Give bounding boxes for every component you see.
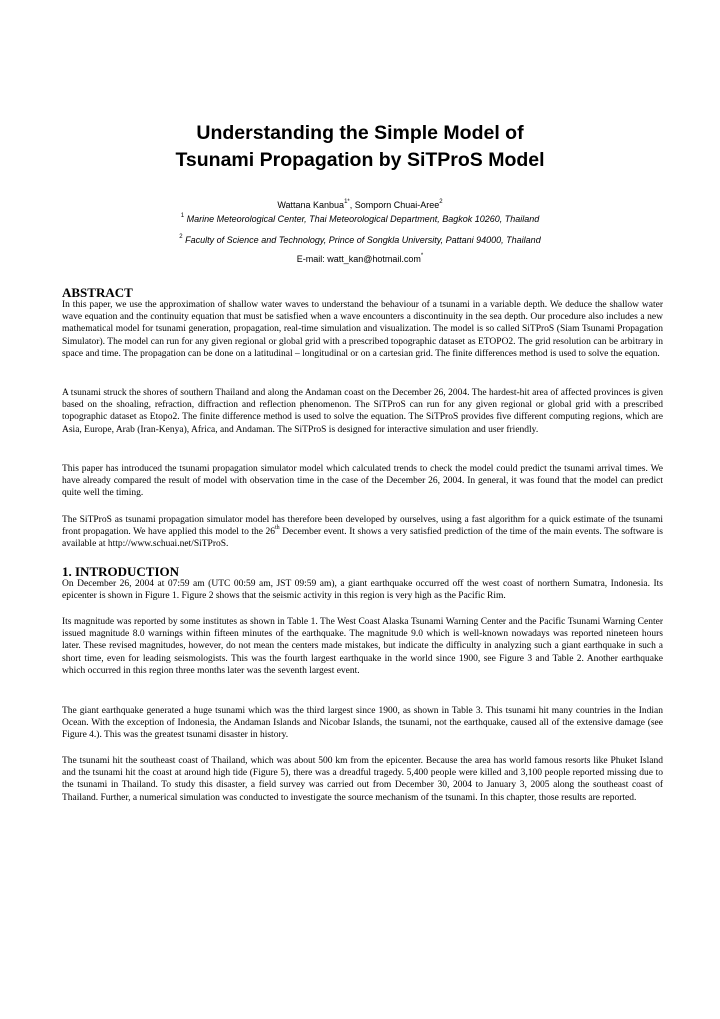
- email-marker: *: [420, 253, 424, 259]
- author-separator: ,: [349, 200, 355, 210]
- author-2: Somporn Chuai-Aree: [354, 200, 440, 210]
- abstract-paragraph: A tsunami struck the shores of southern Thailand and along the Andaman coast on the December 26, 2004. The hardest-hit area of affected provinces is given based on the shoaling, refraction, diffraction and reflection phenomenon. The SiTProS can run for any given regional or global grid with a prescribed topographic dataset as Etopo2. The finite difference method is used to solve the equation. The SiTProS provides five different computing regions, which are Asia, Europe, Arab (Iran-Kenya), Africa, and Andaman. The SiTProS is designed for interactive simulation and user friendly.: [62, 388, 663, 435]
- abstract-paragraph: In this paper, we use the approximation of shallow water waves to understand the behaviour of a tsunami in a variable depth. We deduce the shallow water wave equation and the continuity equation that must be satisfied when a wave encounters a discontinuity in the sea depth. Our procedure also includes a new mathematical model for tsunami generation, propagation, real-time simulation and visualization. The model is so called SiTProS (Siam Tsunami Propagation Simulator). The model can run for any given regional or global grid with a prescribed topographic dataset as ETOPO2. The grid resolution can be arbitrary in space and time. The propagation can be done on a latitudinal – longitudinal or on a cartesian grid. The finite differences method is used to solve the equation.: [62, 300, 663, 359]
- paper-title-line-1: Understanding the Simple Model of: [196, 122, 524, 144]
- introduction-paragraph: The giant earthquake generated a huge tsunami which was the third largest since 1900, as shown in Table 3. This tsunami hit many countries in the Indian Ocean. With the exception of Indonesia, the Andaman Islands and Nicobar Islands, the tsunami, not the earthquake, caused all of the extensive damage (see Figure 4.). This was the greatest tsunami disaster in history.: [62, 706, 663, 741]
- abstract-p4-part-1: The SiTProS as tsunami propagation simulator model has therefore been developed by ourselves, using a fast algorithm for a quick estimate of the tsunami front propagation. We have applied this model to the 26: [62, 515, 663, 538]
- ordinal-suffix: th: [275, 525, 280, 532]
- abstract-p4-part-2: December event. It shows a very satisfied prediction of the time of the main events. The software is available at http://www.schuai.net/SiTProS.: [62, 527, 663, 550]
- affiliation-1: [0, 213, 720, 225]
- contact-email: [0, 253, 720, 265]
- introduction-heading: 1. INTRODUCTION: [62, 564, 180, 579]
- affiliation-1-text: Marine Meteorological Center, Thai Meteorological Department, Bagkok 10260, Thailand: [186, 214, 540, 224]
- author-list: [0, 199, 720, 211]
- author-2-marker: 2: [439, 199, 443, 205]
- email-text: E-mail: watt_kan@hotmail.com: [296, 254, 421, 264]
- author-1-marker: 1*: [344, 199, 350, 205]
- abstract-paragraph: [62, 514, 663, 551]
- affiliation-2-marker: 2: [179, 234, 183, 240]
- abstract-paragraph: This paper has introduced the tsunami propagation simulator model which calculated trends to check the model could predict the tsunami arrival times. We have already compared the result of model with observation time in the case of the December 26, 2004. In general, it was found that the model can predict quite well the timing.: [62, 464, 663, 499]
- introduction-paragraph: Its magnitude was reported by some institutes as shown in Table 1. The West Coast Alaska Tsunami Warning Center and the Pacific Tsunami Warning Center issued magnitude 8.0 warnings within fifteen minutes of the earthquake. The magnitude 9.0 which is well-known nowadays was reported nineteen hours later. These revised magnitudes, however, do not mean the centers made mistakes, but indicate the difficulty in analyzing such a giant earthquake in such a short time, even for leading seismologists. This was the fourth largest earthquake in the world since 1900, see Figure 3 and Table 2. Another earthquake which occurred in this region three months later was the seventh largest event.: [62, 617, 663, 676]
- introduction-paragraph: The tsunami hit the southeast coast of Thailand, which was about 500 km from the epicenter. Because the area has world famous resorts like Phuket Island and the tsunami hit the coast at around high tide (Figure 5), there was a dreadful tragedy. 5,400 people were killed and 3,100 people reported missing due to the tsunami in Thailand. To study this disaster, a field survey was carried out from December 30, 2004 to January 3, 2005 along the southeast coast of Thailand. Further, a numerical simulation was conducted to investigate the source mechanism of the tsunami. In this chapter, those results are reported.: [62, 756, 663, 803]
- introduction-paragraph: On December 26, 2004 at 07:59 am (UTC 00:59 am, JST 09:59 am), a giant earthquake occurred off the west coast of northern Sumatra, Indonesia. Its epicenter is shown in Figure 1. Figure 2 shows that the seismic activity in this region is very high as the Pacific Rim.: [62, 579, 663, 602]
- abstract-heading: ABSTRACT: [62, 285, 133, 300]
- affiliation-2: [0, 234, 720, 246]
- author-1: Wattana Kanbua: [277, 200, 345, 210]
- affiliation-2-text: Faculty of Science and Technology, Prince of Songkla University, Pattani 94000, Thailand: [185, 235, 541, 245]
- paper-title-line-2: Tsunami Propagation by SiTProS Model: [175, 149, 545, 171]
- affiliation-1-marker: 1: [180, 213, 185, 219]
